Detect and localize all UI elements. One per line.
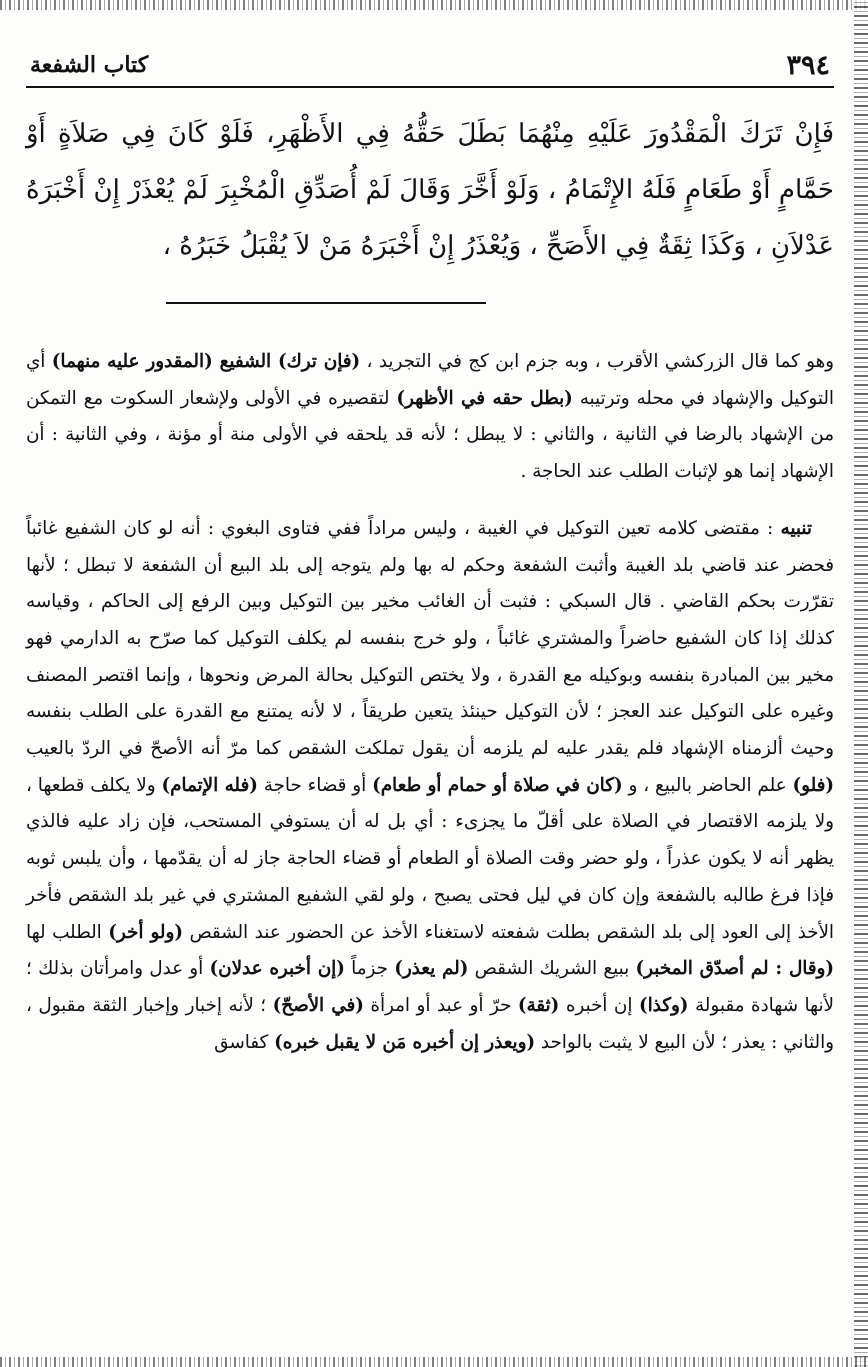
commentary-text: ببيع الشريك الشقص	[468, 958, 636, 980]
commentary-text: ولا يكلف قطعها ، ولا يلزمه الاقتصار في الصلاة على أقلّ ما يجزىء : أي بل له أن يستوفي المستحب، فإن زاد عليه فالذي يظهر أنه لا يكون عذراً ، ولو حضر وقت الصلاة أو الطعام أو قضاء الحاجة جاز له أن يقدّمها ، وأن يلبس ثوبه فإذا فرغ طالبه بالشفعة وإن كان في ليل فحتى يصبح ، ولو لقي الشفيع المشتري في غير بلد الشقص فأخر الأخذ إلى العود إلى بلد الشقص بطلت شفعته لاستغناء الأخذ عن الحضور عند الشقص	[26, 774, 834, 943]
quoted-matn: (فله الإتمام)	[161, 774, 258, 796]
book-title: كتاب الشفعة	[30, 52, 149, 78]
quoted-matn: (كان في صلاة أو حمام أو طعام)	[372, 774, 623, 796]
commentary-paragraph-2	[26, 511, 834, 1062]
commentary-text: لتقصيره في الأولى ولإشعار السكوت مع التمكن من الإشهاد بالرضا في الثانية ، والثاني : لا يبطل ؛ لأنه قد يلحقه في الأولى منة أو مؤنة ، وفي الثانية : أن الإشهاد إنما هو لإثبات الطلب عند الحاجة .	[26, 387, 834, 483]
quoted-matn: (فلو)	[792, 774, 835, 796]
commentary-text: أي التوكيل والإشهاد في محله وترتيبه	[26, 351, 835, 409]
matn-text-block	[26, 106, 834, 274]
running-header	[26, 46, 834, 88]
separator-line	[166, 302, 486, 304]
quoted-matn: (فإن ترك) الشفيع (المقدور عليه منهما)	[51, 351, 361, 372]
commentary-text: أو قضاء حاجة	[257, 774, 373, 796]
quoted-matn: (ويعذر إن أخبره مَن لا يقبل خبره)	[274, 1031, 536, 1053]
quoted-matn: (وكذا)	[638, 994, 689, 1016]
commentary-text-block	[26, 344, 834, 1061]
commentary-text: الطلب لها	[26, 921, 109, 943]
book-page	[26, 14, 834, 1349]
commentary-text: علم الحاضر بالبيع ، و	[622, 774, 793, 796]
commentary-text: ؛ لأنه إخبار وإخبار الثقة مقبول ، والثاني : يعذر ؛ لأن البيع لا يثبت بالواحد	[26, 994, 834, 1053]
commentary-text: وهو كما قال الزركشي الأقرب ، وبه جزم ابن كج في التجريد ،	[360, 351, 834, 372]
quoted-matn: (في الأصحّ)	[272, 994, 364, 1016]
commentary-text: حرّ أو عبد أو امرأة	[363, 994, 518, 1016]
page-number: ٣٩٤	[786, 50, 830, 81]
commentary-text: جزماً	[344, 958, 395, 980]
commentary-text: : مقتضى كلامه تعين التوكيل في الغيبة ، وليس مراداً ففي فتاوى البغوي : أنه لو كان الشفيع غائباً فحضر عند قاضي بلد الغيبة وأثبت الشفعة وحكم له بها ولم يتوجه إلى بلد البيع أن الشفعة لا تبطل ؛ لأنها تقرّرت بحكم القاضي . قال السبكي : فثبت أن الغائب مخير بين التوكيل وبين الرفع إلى الحاكم ، وقياسه كذلك إذا كان الشفيع حاضراً والمشتري غائباً ، ولو خرج بنفسه لم يكلف التوكيل كما صرّح به الدارمي فهو مخير بين المبادرة بنفسه وبوكيله مع القدرة ، ولا يختص التوكيل بحالة المرض ونحوها ، وإنما اقتصر المصنف وغيره على التوكيل عند العجز ؛ لأن التوكيل حينئذ يتعين طريقاً ، لا لأنه يمتنع مع القدرة على الطلب بنفسه وحيث ألزمناه الإشهاد فلم يقدر عليه لم يلزمه أن يقول تملكت الشقص كما مرّ أنه الأصحّ في الردّ بالعيب	[26, 517, 834, 760]
quoted-matn: (ولو أخر)	[108, 921, 183, 943]
right-ornament-border	[854, 0, 868, 1367]
quoted-matn: (بطل حقه في الأظهر)	[396, 387, 573, 409]
quoted-matn: (وقال : لم أصدّق المخبر)	[635, 958, 835, 980]
commentary-paragraph-1	[26, 344, 834, 491]
commentary-text: كفاسق	[214, 1031, 275, 1053]
quoted-matn: (لم يعذر)	[394, 958, 469, 980]
quoted-matn: (إن أخبره عدلان)	[209, 958, 345, 980]
quoted-matn: (ثقة)	[517, 994, 560, 1016]
note-heading: تنبيه	[780, 517, 812, 539]
matn-paragraph: فَإِنْ تَرَكَ الْمَقْدُورَ عَلَيْهِ مِنْهُمَا بَطَلَ حَقُّهُ فِي الأَظْهَرِ، فَلَوْ كَانَ فِي صَلاَةٍ أَوْ حَمَّامٍ أَوْ طَعَامٍ فَلَهُ الإِتْمَامُ ، وَلَوْ أَخَّرَ وَقَالَ لَمْ أُصَدِّقِ الْمُخْبِرَ لَمْ يُعْذَرْ إِنْ أَخْبَرَهُ عَدْلاَنِ ، وَكَذَا ثِقَةٌ فِي الأَصَحِّ ، وَيُعْذَرُ إِنْ أَخْبَرَهُ مَنْ لاَ يُقْبَلُ خَبَرُهُ ،	[26, 119, 834, 261]
bottom-ornament-border	[0, 1357, 868, 1367]
commentary-text: إن أخبره	[559, 994, 639, 1016]
commentary-text: أو عدل وامرأتان بذلك ؛ لأنها شهادة مقبولة	[26, 958, 834, 1016]
top-ornament-border	[0, 0, 868, 10]
